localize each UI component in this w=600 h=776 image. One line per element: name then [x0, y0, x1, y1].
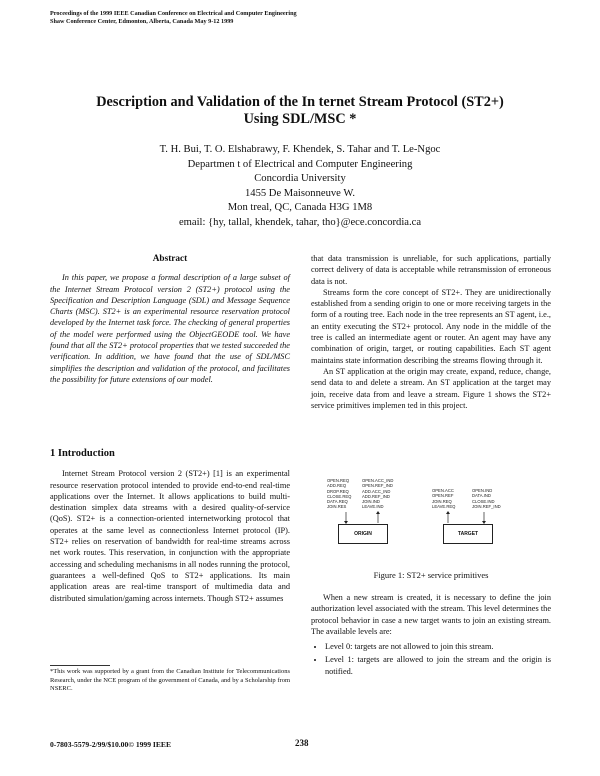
introduction-paragraph: Internet Stream Protocol version 2 (ST2+) [1] is an experimental resource reservation protocol intended to provide end-to-end real-time applications over the Internet. It allows applications to build multi-destination simplex data streams with a desired quality-of-service (QoS). ST2+ is a connection-oriented internetworking protocol that operates at the same level as connectionless Internet protocol (IP). ST2+ relies on reservation of bandwidth for real-time streams across net work routes. This reservation, in conjunction with the appropriate accessing and scheduling mechanisms in all nodes running the protocol, guarantees a well-defined QoS to ST2+ applications. Its main application areas are real-time transport of multimedia data and distributed simulation/gaming across internets. Though ST2+ assumes: [50, 469, 290, 603]
page-number: 238: [295, 738, 309, 748]
primitive: CLOSE.REQ: [327, 493, 352, 499]
abstract-section: [50, 254, 290, 385]
arrowhead-up: [376, 511, 380, 514]
abstract-body: In this paper, we propose a formal description of a large subset of the Internet Stream Protocol version 2 (ST2+) protocol using the Specification and Description Language (SDL) and Message Sequence Charts (MSC). ST2+ is an experimental resource reservation protocol developed by the Internet task force. The checking of general properties of the model were performed using the ObjectGEODE tool. We have found that all the ST2+ protocol properties that we tested succeeded the verification. In addition, we have found that the use of SDL/MSC simplifies the description and validation of the protocol, and facilitates the possibility for future extensions of our model.: [50, 273, 290, 384]
right-column-top: [311, 253, 551, 411]
introduction-section: [50, 448, 290, 604]
primitive: OPEN.ACC_IND: [362, 478, 394, 483]
primitive: DROP.REQ: [327, 488, 349, 494]
primitive: ADD.ACC_IND: [362, 488, 391, 494]
author-street: 1455 De Maisonneuve W.: [244, 187, 356, 199]
right-paragraph-2: An ST application at the origin may create, expand, reduce, change, send data to and delete a stream. An ST application at the target may join, receive data from and leave a stream. Figure 1 shows the ST2+ service primitives implemen ted in this project.: [311, 366, 551, 410]
origin-request-primitives: [327, 478, 351, 510]
author-names: T. H. Bui, T. O. Elshabrawy, F. Khendek, S. Tahar and T. Le-Ngoc: [159, 144, 441, 155]
author-university: Concordia University: [254, 173, 346, 185]
target-indication-primitives: [472, 488, 501, 509]
isbn-copyright: 0-7803-5579-2/99/$10.00© 1999 IEEE: [50, 740, 172, 749]
primitive: JOIN.RES: [327, 504, 347, 510]
primitive: OPEN.REQ: [327, 478, 350, 483]
title-line-1: Description and Validation of the In ternet Stream Protocol (ST2+): [96, 94, 504, 110]
figure-caption: Figure 1: ST2+ service primitives: [373, 570, 489, 580]
right-paragraph-3: When a new stream is created, it is necessary to define the join authorization level associated with the stream. This level determines the protocol behavior in case a new target wants to join an existing stream. The available levels are:: [311, 593, 551, 636]
primitive: ADD.REQ: [327, 483, 347, 489]
primitive: CLOSE.IND: [472, 498, 495, 504]
target-box: TARGET: [443, 524, 493, 544]
primitive: ADD.REF_IND: [362, 493, 390, 499]
title-line-2: Using SDL/MSC *: [243, 111, 357, 127]
proceedings-header: [50, 10, 350, 26]
right-column-bottom: [311, 592, 551, 679]
primitive: LEAVE.REQ: [432, 503, 456, 509]
origin-indication-primitives: [362, 478, 393, 510]
author-email: email: {hy, tallal, khendek, tahar, tho}@ece.concordia.ca: [178, 216, 422, 228]
right-paragraph-0: that data transmission is unreliable, for such applications, partially correct delivery of data is acceptable while retransmission of erroneous data is not.: [311, 254, 551, 286]
footnote-rule: [50, 665, 110, 666]
author-department: Departmen t of Electrical and Computer Engineering: [187, 158, 413, 170]
arrowhead-up: [446, 511, 450, 514]
primitive: OPEN.ACC: [432, 488, 454, 493]
primitive: JOIN.REQ: [432, 498, 452, 504]
introduction-heading: 1 Introduction: [50, 448, 115, 459]
primitive: OPEN.IND: [472, 488, 493, 493]
primitive: OPEN.REF: [432, 493, 454, 499]
level-list: [311, 641, 551, 677]
author-city: Mon treal, QC, Canada H3G 1M8: [227, 202, 373, 214]
abstract-heading: Abstract: [152, 254, 188, 264]
list-item: • Level 0: targets are not allowed to join this stream.: [325, 641, 551, 652]
paper-title: [40, 94, 560, 128]
primitive: DATA.REQ: [327, 499, 348, 505]
target-request-primitives: [432, 488, 455, 509]
origin-box: ORIGIN: [338, 524, 388, 544]
primitive: LEAVE.IND: [362, 504, 384, 510]
footnote: *This work was supported by a grant from the Canadian Institute for Telecommunications Research, under the NCE program of the government of Canada, and by a Scholarship from NSERC.: [50, 668, 290, 692]
primitive: JOIN.IND: [362, 499, 380, 505]
primitive: OPEN.REF_IND: [362, 483, 393, 489]
figure-1: [322, 476, 532, 556]
header-line-2: Shaw Conference Center, Edmonton, Alberta, Canada May 9-12 1999: [50, 18, 234, 25]
header-line-1: Proceedings of the 1999 IEEE Canadian Conference on Electrical and Computer Engineering: [50, 10, 297, 17]
author-block: [40, 143, 560, 231]
primitive: JOIN.REF_IND: [472, 503, 501, 509]
right-paragraph-1: Streams form the core concept of ST2+. They are unidirectionally established from a sending origin to one or more receiving targets in the form of a routing tree. Each node in the tree represents an ST agent, i.e., an entity executing the ST2+ protocol. Any node in the middle of the tree is called an intermediate agent or router. An agent may have any combination of origin, target, or routing capabilities. Each ST agent maintains state information describing the streams flowing through it.: [311, 287, 551, 365]
primitive: DATA.IND: [472, 493, 491, 499]
list-item: • Level 1: targets are allowed to join the stream and the origin is notified.: [325, 654, 551, 677]
